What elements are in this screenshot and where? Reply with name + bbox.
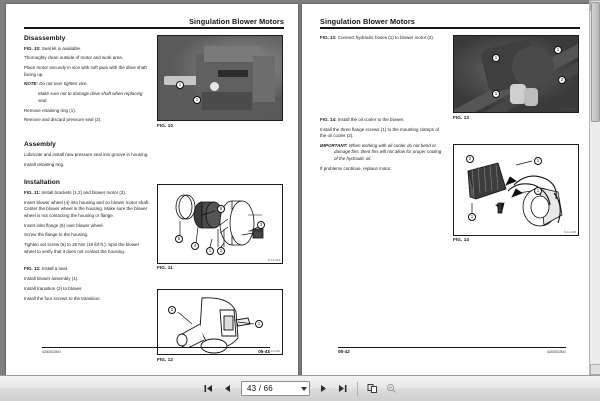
document-number: 4283533M1 bbox=[547, 349, 566, 354]
document-number: 4283533M1 bbox=[42, 349, 61, 354]
paragraph-text: When working with oil cooler do not bend or damage fins. Bent fins will not allow for proper cooling of the hydraulic oil. bbox=[334, 142, 442, 161]
figure-code: P5-11008-3 bbox=[561, 108, 576, 111]
callout-1: 1 bbox=[554, 46, 562, 54]
last-page-button[interactable] bbox=[335, 381, 350, 396]
first-page-button[interactable] bbox=[201, 381, 216, 396]
figure-caption: FIG. 14 bbox=[453, 237, 470, 243]
right-figure-column bbox=[453, 35, 579, 365]
note-label: NOTE: bbox=[24, 81, 38, 87]
paragraph: Tighten set screw (6) to 26 Nm (19 lbf.ft.). Spin the blower wheel to verify that it does not contact the housing. bbox=[24, 242, 140, 254]
page-footer-right bbox=[338, 347, 566, 359]
figure-code: D-1A-003 bbox=[268, 258, 280, 262]
figure-caption: FIG. 11 bbox=[157, 265, 173, 271]
callout-1: 1 bbox=[176, 81, 184, 89]
header-title: Singulation Blower Motors bbox=[189, 17, 284, 26]
figure-caption: FIG. 13 bbox=[453, 114, 470, 120]
paragraph bbox=[24, 266, 150, 273]
left-figure-column bbox=[157, 35, 283, 365]
callout-5: 5 bbox=[175, 235, 183, 243]
callout-4: 4 bbox=[191, 242, 199, 250]
page-number-field[interactable] bbox=[241, 381, 310, 396]
spacer bbox=[24, 171, 150, 179]
callout-6: 6 bbox=[217, 205, 225, 213]
page-footer-left bbox=[42, 347, 270, 359]
pdf-toolbar bbox=[0, 375, 600, 401]
spacer bbox=[24, 127, 150, 141]
vertical-scrollbar[interactable] bbox=[589, 0, 600, 375]
paragraph: Remove and discard pressure seal (2). bbox=[24, 117, 102, 123]
left-text-column bbox=[24, 35, 150, 365]
chevron-left-icon bbox=[222, 383, 233, 394]
paragraph: Insert blower wheel (4) into housing and on blower motor shaft. Center the blower wheel in the housing. Make sure the blower wheel is not contacting the housing or flange. bbox=[24, 199, 150, 218]
callout-3: 3 bbox=[257, 221, 265, 229]
scroll-down-arrow[interactable] bbox=[590, 364, 600, 375]
callout-1: 1 bbox=[492, 90, 500, 98]
spacer bbox=[453, 126, 579, 144]
paragraph: Screw the flange to the housing. bbox=[24, 232, 89, 238]
running-header-left bbox=[24, 14, 284, 29]
paragraph-text: Install brackets (1,2) and blower motor (3). bbox=[41, 189, 127, 195]
footer-rule bbox=[42, 347, 270, 348]
important-label: IMPORTANT: bbox=[320, 142, 348, 148]
callout-1: 1 bbox=[206, 247, 214, 255]
paragraph: Install retaining ring. bbox=[24, 161, 65, 167]
document-page-left[interactable] bbox=[6, 4, 298, 375]
callout-2: 2 bbox=[217, 247, 225, 255]
figure-reference: FIG. 10: bbox=[24, 45, 41, 51]
previous-page-button[interactable] bbox=[220, 381, 235, 396]
paragraph-text: Do not over tighten vice. bbox=[39, 81, 88, 87]
figure-14[interactable] bbox=[453, 144, 579, 243]
spacer bbox=[157, 276, 283, 289]
paragraph: If problems continue, replace motor. bbox=[320, 165, 392, 171]
figure-photo bbox=[158, 36, 282, 120]
paragraph: Insert inlet flange (5) over blower wheel. bbox=[24, 222, 104, 228]
callout-2: 2 bbox=[558, 76, 566, 84]
paragraph bbox=[24, 190, 150, 197]
spacer bbox=[320, 45, 446, 117]
last-page-icon bbox=[337, 383, 348, 394]
paragraph: Place motor securely in vice with soft jaws with the drive shaft facing up. bbox=[24, 65, 147, 77]
header-rule bbox=[24, 27, 284, 29]
figure-reference: FIG. 13: bbox=[320, 35, 337, 40]
section-heading-installation: Installation bbox=[24, 179, 61, 187]
chevron-right-icon bbox=[318, 383, 329, 394]
spacer bbox=[24, 258, 150, 266]
paragraph: Install the four screws to the transition. bbox=[24, 295, 101, 301]
first-page-icon bbox=[203, 383, 214, 394]
paragraph-text: Install a seal. bbox=[41, 266, 69, 272]
figure-caption: FIG. 10 bbox=[157, 122, 174, 128]
figure-code: P4-2001 bbox=[269, 116, 280, 119]
paragraph-text: Seal kit is available. bbox=[41, 45, 82, 51]
paragraph: Remove retaining ring (1). bbox=[24, 107, 77, 113]
figure-line-art bbox=[158, 290, 282, 355]
figure-13[interactable] bbox=[453, 35, 579, 120]
callout-1: 1 bbox=[534, 187, 542, 195]
paragraph bbox=[320, 117, 446, 124]
paragraph: Install blower assembly (1). bbox=[24, 276, 79, 282]
paragraph bbox=[24, 46, 150, 53]
header-title: Singulation Blower Motors bbox=[320, 17, 415, 26]
toolbar-separator bbox=[357, 382, 358, 396]
document-page-right[interactable] bbox=[302, 4, 594, 375]
footer-rule bbox=[338, 347, 566, 348]
right-text-column bbox=[320, 35, 446, 365]
page-number: 05-42 bbox=[338, 349, 350, 354]
page-indicator-text: 43 / 66 bbox=[247, 384, 273, 393]
next-page-button[interactable] bbox=[316, 381, 331, 396]
section-heading-assembly: Assembly bbox=[24, 141, 56, 149]
running-header-right bbox=[320, 14, 580, 29]
figure-11[interactable] bbox=[157, 184, 283, 271]
paragraph: Install the three flange screws (1) to the mounting clamps of the oil cooler (2). bbox=[320, 126, 440, 139]
paragraph: Thoroughly clean outside of motor and work area. bbox=[24, 55, 124, 61]
scrollbar-thumb[interactable] bbox=[591, 2, 600, 122]
paragraph-text: Install the oil cooler to the blower. bbox=[337, 116, 405, 122]
callout-1: 1 bbox=[468, 213, 476, 221]
paragraph-note bbox=[24, 81, 150, 88]
figure-10[interactable] bbox=[157, 35, 283, 128]
page-number: 05-41 bbox=[258, 349, 270, 354]
paragraph-indented: Make sure not to damage drive shaft when replacing seal. bbox=[38, 91, 143, 103]
figure-caption: FIG. 12 bbox=[157, 356, 174, 362]
callout-2: 2 bbox=[193, 96, 201, 104]
figure-reference: FIG. 14: bbox=[320, 116, 337, 122]
fit-page-icon bbox=[367, 383, 378, 394]
figure-code: D-1A-008 bbox=[564, 230, 576, 234]
figure-reference: FIG. 11: bbox=[24, 189, 41, 195]
paragraph: Install transition (2) to blower. bbox=[24, 286, 83, 292]
callout-1: 1 bbox=[492, 54, 500, 62]
zoom-out-icon bbox=[386, 383, 397, 394]
zoom-out-button[interactable] bbox=[384, 381, 399, 396]
figure-code: D-1A-020 bbox=[268, 350, 280, 354]
paragraph bbox=[320, 35, 446, 42]
paragraph-text: Connect hydraulic hoses (1) to blower motor (2). bbox=[337, 35, 435, 40]
callout-1: 1 bbox=[255, 320, 263, 328]
figure-reference: FIG. 12: bbox=[24, 266, 41, 272]
spacer bbox=[157, 134, 283, 184]
callout-2: 2 bbox=[466, 155, 474, 163]
paragraph-important bbox=[320, 142, 446, 163]
callout-1: 1 bbox=[534, 157, 542, 165]
header-rule bbox=[320, 27, 580, 29]
chevron-down-icon[interactable] bbox=[301, 387, 307, 391]
fit-page-button[interactable] bbox=[365, 381, 380, 396]
section-heading-disassembly: Disassembly bbox=[24, 35, 66, 42]
paragraph: Lubricate and install new pressure seal into groove in housing. bbox=[24, 151, 149, 157]
callout-2: 2 bbox=[168, 306, 176, 314]
